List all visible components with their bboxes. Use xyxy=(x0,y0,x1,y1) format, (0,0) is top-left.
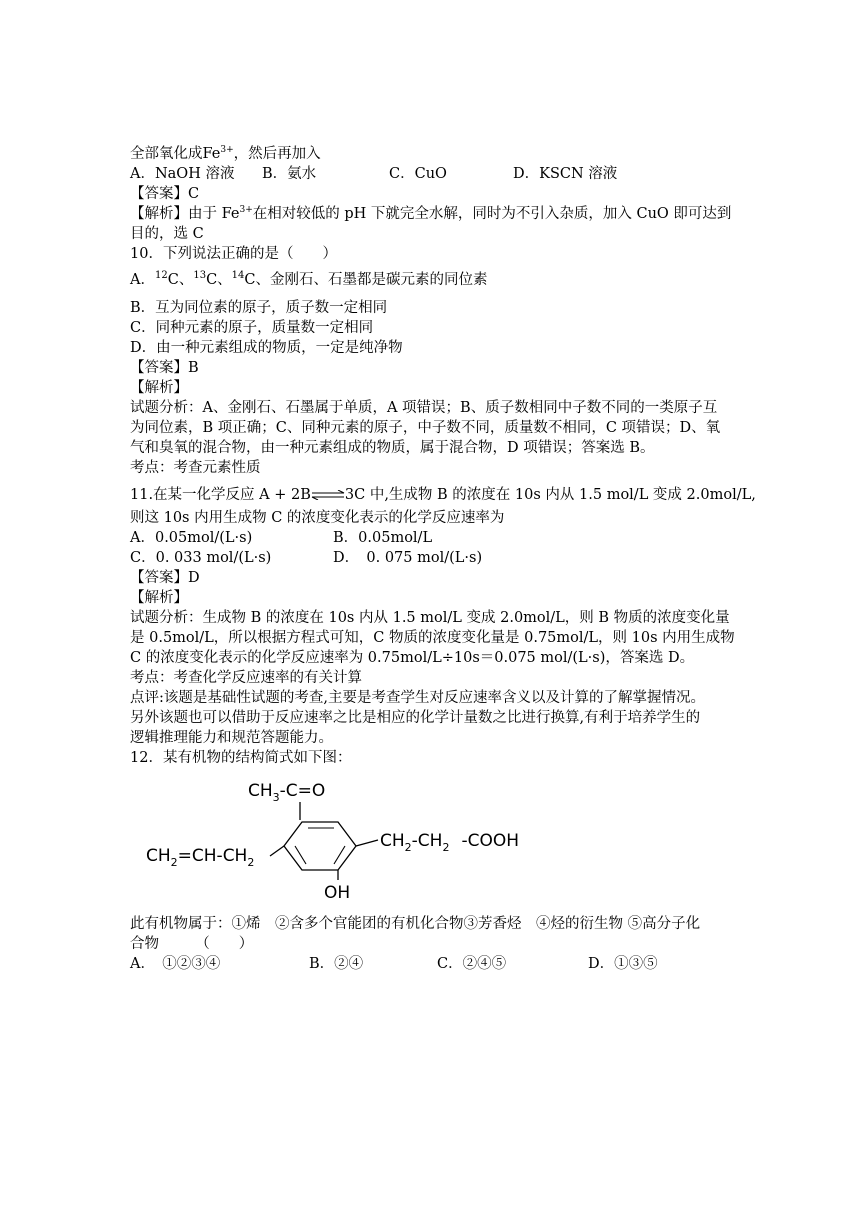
q11-analysis-1: 试题分析：生成物 B 的浓度在 10s 内从 1.5 mol/L 变成 2.0mol/L，则 B 物质的浓度变化量 xyxy=(130,610,730,626)
q12-option-b: B．②④ xyxy=(309,956,364,972)
q11-option-c: C．0. 033 mol/(L·s) xyxy=(130,550,272,566)
q11-comment-1: 点评:该题是基础性试题的考查,主要是考查学生对反应速率含义以及计算的了解掌握情况。 xyxy=(130,690,705,706)
q10-analysis-1: 试题分析：A、金刚石、石墨属于单质，A 项错误；B、质子数相同中子数不同的一类原子互 xyxy=(130,400,718,416)
q9-option-d: D．KSCN 溶液 xyxy=(513,166,618,182)
struct-acetyl-group: $CH_3-C=O$ xyxy=(248,781,326,804)
q11-answer: 【答案】D xyxy=(130,570,200,586)
q12-option-c: C．②④⑤ xyxy=(437,956,507,972)
q12-options xyxy=(130,954,740,974)
struct-bond-left xyxy=(270,846,284,856)
q9-option-b: B．氨水 xyxy=(262,166,317,182)
q12-classification-line-1: 此有机物属于：①烯 ②含多个官能团的有机化合物③芳香烃 ④烃的衍生物 ⑤高分子化 xyxy=(130,916,701,932)
q11-comment-3: 逻辑推理能力和规范答题能力。 xyxy=(130,730,333,746)
q11-option-a: A．0.05mol/(L·s) xyxy=(130,530,253,546)
q12-classification-line-2: 合物 （ ） xyxy=(130,936,254,952)
q9-option-a: A．NaOH 溶液 xyxy=(130,166,235,182)
q11-analysis-2: 是 0.5mol/L，所以根据方程式可知，C 物质的浓度变化量是 0.75mol/L，则 10s 内用生成物 xyxy=(130,630,735,646)
struct-ring-double-bond-2 xyxy=(334,846,345,864)
q11-options-row-1 xyxy=(130,528,740,548)
equilibrium-arrow-icon xyxy=(311,490,345,500)
q10-stem: 10．下列说法正确的是（ ） xyxy=(130,246,337,262)
q10-option-d: D．由一种元素组成的物质，一定是纯净物 xyxy=(130,340,403,356)
q10-option-b: B．互为同位素的原子，质子数一定相同 xyxy=(130,300,388,316)
struct-hydroxyl-group: OH xyxy=(324,883,351,903)
q11-analysis-3: C 的浓度变化表示的化学反应速率为 0.75mol/L÷10s＝0.075 mol/(L·s)，答案选 D。 xyxy=(130,650,695,666)
q10-analysis-3: 气和臭氧的混合物，由一种元素组成的物质，属于混合物，D 项错误；答案选 B。 xyxy=(130,440,655,456)
q9-explanation-cont: 目的，选 C xyxy=(130,226,204,242)
q12-stem: 12．某有机物的结构简式如下图： xyxy=(130,750,352,766)
q11-option-b: B．0.05mol/L xyxy=(333,530,433,546)
q9-options xyxy=(130,164,740,184)
struct-benzene-ring xyxy=(284,822,356,870)
q10-option-a: A．$^{12}$C、$^{13}$C、$^{14}$C、金刚石、石墨都是碳元素的同位素 xyxy=(130,270,488,288)
q11-stem: 11.在某一化学反应 A + 2B 3C 中,生成物 B 的浓度在 10s 内从 1.5 mol/L 变成 2.0mol/L, xyxy=(130,487,756,503)
q9-answer: 【答案】C xyxy=(130,186,200,202)
q12-option-d: D．①③⑤ xyxy=(588,956,658,972)
q10-answer: 【答案】B xyxy=(130,360,199,376)
q11-stem-2: 则这 10s 内用生成物 C 的浓度变化表示的化学反应速率为 xyxy=(130,510,505,526)
q11-point: 考点：考查化学反应速率的有关计算 xyxy=(130,670,362,686)
q9-option-c: C．CuO xyxy=(389,166,447,182)
structural-formula xyxy=(138,774,558,904)
q9-explanation: 【解析】由于 $Fe^{3+}$在相对较低的 pH 下就完全水解，同时为不引入杂质，加入 CuO 即可达到 xyxy=(130,205,732,222)
q12-option-a: A． ①②③④ xyxy=(130,956,221,972)
q10-point: 考点：考查元素性质 xyxy=(130,460,261,476)
q11-comment-2: 另外该题也可以借助于反应速率之比是相应的化学计量数之比进行换算,有利于培养学生的 xyxy=(130,710,701,726)
q10-analysis-2: 为同位素，B 项正确；C、同种元素的原子，中子数不同，质量数不相同，C 项错误；D、氧 xyxy=(130,420,721,436)
q10-explain-label: 【解析】 xyxy=(130,380,188,396)
document-content xyxy=(130,144,756,974)
struct-bond-right xyxy=(356,840,378,846)
q11-option-d: D． 0. 075 mol/(L·s) xyxy=(333,550,483,566)
q11-explain-label: 【解析】 xyxy=(130,590,188,606)
struct-ring-double-bond-3 xyxy=(295,846,306,864)
q9-stem-tail: 全部氧化成$Fe^{3+}$，然后再加入 xyxy=(130,145,321,162)
struct-propanoic-chain: $CH_2-CH_2$ -COOH xyxy=(380,831,520,854)
q10-option-c: C．同种元素的原子，质量数一定相同 xyxy=(130,320,374,336)
struct-allyl-group: $CH_2=CH-CH_2$ xyxy=(146,846,255,869)
q11-options-row-2 xyxy=(130,548,740,568)
